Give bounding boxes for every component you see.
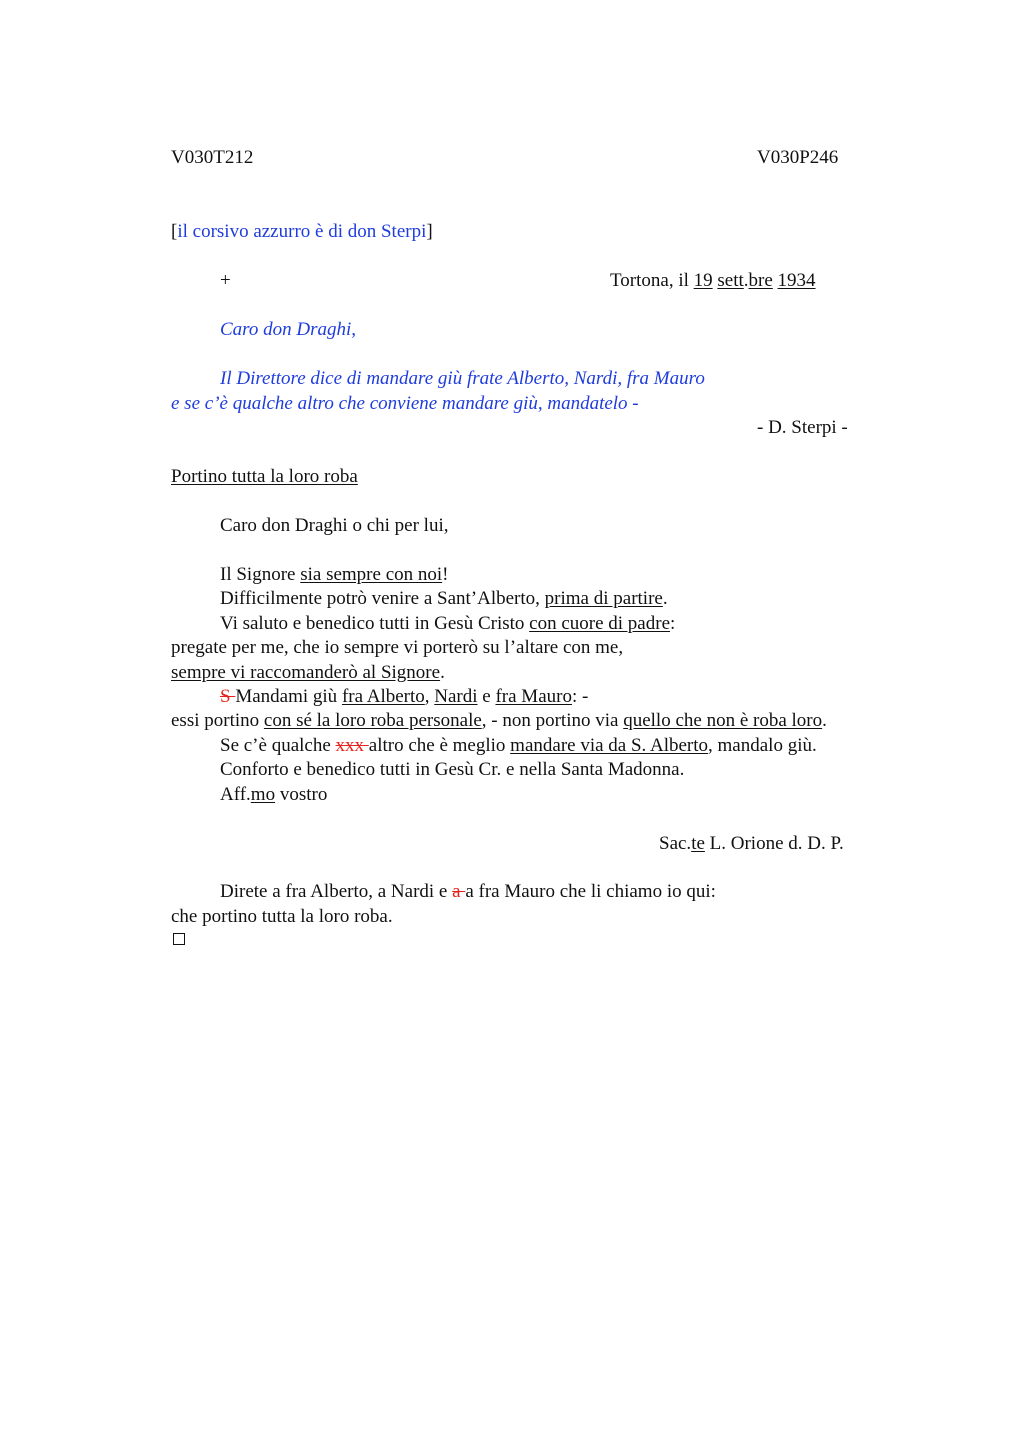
letter-line-6: S Mandami giù fra Alberto, Nardi e fra Mauro: -: [220, 686, 589, 707]
letter-date: Tortona, il 19 sett.bre 1934: [610, 270, 816, 291]
letter-signature: Sac.te L. Orione d. D. P.: [659, 833, 844, 854]
sterpi-line-1: Il Direttore dice di mandare giù frate Alberto, Nardi, fra Mauro: [220, 368, 705, 389]
letter-closing: Aff.mo vostro: [220, 784, 328, 805]
letter-line-2: Difficilmente potrò venire a Sant’Alberto, prima di partire.: [220, 588, 668, 609]
letter-greeting: Caro don Draghi o chi per lui,: [220, 515, 449, 536]
letter-line-9: Conforto e benedico tutti in Gesù Cr. e nella Santa Madonna.: [220, 759, 685, 780]
letter-line-7: essi portino con sé la loro roba personale, - non portino via quello che non è roba loro.: [171, 710, 827, 731]
document-code-right: V030P246: [757, 147, 839, 168]
letter-line-1: Il Signore sia sempre con noi!: [220, 564, 449, 585]
heading-note: Portino tutta la loro roba: [171, 466, 358, 487]
letter-line-5: sempre vi raccomanderò al Signore.: [171, 662, 445, 683]
letter-line-8: Se c’è qualche xxx altro che è meglio mandare via da S. Alberto, mandalo giù.: [220, 735, 817, 756]
letter-line-4: pregate per me, che io sempre vi porterò su l’altare con me,: [171, 637, 624, 658]
postscript-line-1: Direte a fra Alberto, a Nardi e a a fra Mauro che li chiamo io qui:: [220, 881, 716, 902]
sterpi-line-2: e se c’è qualche altro che conviene mandare giù, mandatelo -: [171, 393, 639, 414]
sterpi-greeting: Caro don Draghi,: [220, 319, 357, 340]
end-square-icon: [173, 933, 185, 945]
document-code-left: V030T212: [171, 147, 254, 168]
editor-note: [il corsivo azzurro è di don Sterpi]: [171, 221, 433, 242]
cross-mark: +: [220, 270, 231, 291]
sterpi-signature: - D. Sterpi -: [757, 417, 848, 438]
postscript-line-2: che portino tutta la loro roba.: [171, 906, 393, 927]
letter-line-3: Vi saluto e benedico tutti in Gesù Cristo con cuore di padre:: [220, 613, 676, 634]
